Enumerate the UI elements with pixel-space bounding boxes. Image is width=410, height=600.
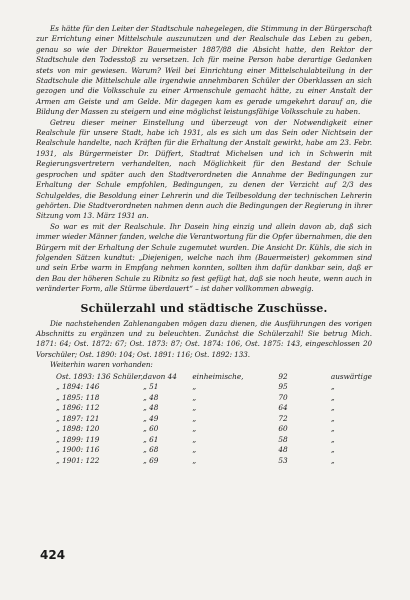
table-cell: „ 48: [143, 403, 159, 413]
table-cell: „: [330, 403, 335, 413]
table-cell: 53: [278, 455, 288, 465]
table-cell: „: [192, 382, 197, 392]
table-cell: „ 1899: 119: [56, 434, 100, 444]
table-cell: davon 44: [143, 371, 177, 381]
page-number: 424: [40, 548, 66, 562]
table-cell: 60: [278, 424, 288, 434]
table-cell: „ 1897: 121: [56, 413, 100, 423]
table-cell: „ 60: [143, 424, 159, 434]
table-cell: „: [330, 392, 335, 402]
table-cell: „: [330, 382, 335, 392]
table-cell: 95: [278, 382, 288, 392]
table-cell: „: [330, 455, 335, 465]
table-cell: „: [192, 424, 197, 434]
table-cell: „ 69: [143, 455, 159, 465]
table-cell: „ 49: [143, 413, 159, 423]
table-cell: „: [330, 445, 335, 455]
table-cell: „: [192, 434, 197, 444]
table-cell: „: [192, 403, 197, 413]
table-row: [56, 445, 372, 456]
table-cell: „: [330, 424, 335, 434]
table-cell: „: [192, 445, 197, 455]
table-cell: Ost. 1893: 136 Schüler,: [56, 371, 144, 381]
table-cell: „ 1901: 122: [56, 455, 100, 465]
table-cell: „ 68: [143, 445, 159, 455]
paragraph: Es hätte für den Leiter der Stadtschule nahegelegen, die Stimmung in der Bürgerschaft zur Errichtung einer Mittelschule auszunutzen und der Realschule das Leben zu geben, genau so wie der Direktor Bauermeister 1887/88 die Absicht hatte, den Rektor der Stadtschule den Todesstoß zu versetzen. Ich für meine Person habe derartige Gedanken stets von mir gewiesen. Warum? Weil bei Einrichtung einer Mittelschulabteilung in der Stadtschule die Mittelschule alle irgendwie annehmbaren Schüler der Oberklassen an sich gezogen und die Volksschule zu einer Armenschule gemacht hätte, zu einer Anstalt der Armen am Geiste und am Gelde. Mir dagegen kam es gerade umgekehrt darauf an, die Bildung der Massen zu steigern und eine möglichst leistungsfähige Volksschule zu haben.: [36, 24, 372, 117]
table-cell: „ 1900: 116: [56, 445, 100, 455]
table-cell: auswärtige: [330, 371, 372, 381]
student-count-table: [56, 372, 372, 467]
page-text-block: [36, 24, 372, 466]
section-paragraph: Die nachstehenden Zahlenangaben mögen dazu dienen, die Ausführungen des vorigen Abschnitts zu ergänzen und zu beleuchten. Zunächst die Schülerzahl! Sie betrug Mich. 1871: 64; Ost. 1872: 67; Ost. 1873: 87; Ost. 1874: 106, Ost. 1875: 143, eingeschlossen 20 Vorschüler; Ost. 1890: 104; Ost. 1891: 116; Ost. 1892: 133.: [36, 318, 372, 359]
table-cell: „ 61: [143, 434, 159, 444]
table-cell: 58: [278, 434, 288, 444]
table-cell: „ 1898: 120: [56, 424, 100, 434]
table-cell: 72: [278, 413, 288, 423]
table-row: [56, 403, 372, 414]
table-row: [56, 382, 372, 393]
table-row: [56, 424, 372, 435]
table-cell: „ 1896: 112: [56, 403, 100, 413]
table-cell: 64: [278, 403, 288, 413]
table-row: [56, 414, 372, 425]
paragraph: So war es mit der Realschule. Ihr Dasein hing einzig und allein davon ab, daß sich immer wieder Männer fanden, welche die Verantwortung für die Opfer übernahmen, die den Bürgern mit der Erhaltung der Schule zugemutet wurden. Die Ansicht Dr. Kühls, die sich in folgenden Sätzen kundtut: „Diejenigen, welche nach ihm (Bauermeister) gekommen sind und sein Erbe warm in Empfang nehmen konnten, sollten ihm dafür dankbar sein, daß er den Bau der höheren Schule zu Ribnitz so fest gefügt hat, daß sie noch heute, wenn auch in veränderter Form, alle Stürme überdauert“ – ist daher vollkommen abwegig.: [36, 221, 372, 294]
table-cell: „ 48: [143, 392, 159, 402]
table-cell: „: [330, 434, 335, 444]
section-heading: Schülerzahl und städtische Zuschüsse.: [80, 301, 328, 315]
table-cell: „: [330, 413, 335, 423]
table-cell: 70: [278, 392, 288, 402]
table-intro: Weiterhin waren vorhanden:: [50, 360, 153, 370]
table-cell: „: [192, 455, 197, 465]
table-cell: „: [192, 413, 197, 423]
table-row: [56, 393, 372, 404]
paragraph: Getreu dieser meiner Einstellung und überzeugt von der Notwendigkeit einer Realschule für unsere Stadt, habe ich 1931, als es sich um das Sein oder Nichtsein der Realschule handelte, nach Kräften für die Erhaltung der Anstalt gewirkt, habe am 23. Febr. 1931, als Bürgermeister Dr. Düffert, Stadtrat Michelsen und ich in Schwerin mit Regierungsvertretern verhandelten, nach Möglichkeit für den Bestand der Schule gesprochen und später auch den Stadtverordneten die Annahme der Bedingungen zur Erhaltung der Schule empfohlen, Bedingungen, zu denen der Verzicht auf 2/3 des Schulgeldes, die Besoldung einer Lehrerin und die Teilbesoldung der technischen Lehrerin gehörten. Die Stadtverordneten nahmen denn auch die Bedingungen der Regierung in ihrer Sitzung vom 13. März 1931 an.: [36, 117, 372, 221]
table-cell: einheimische,: [192, 371, 244, 381]
table-cell: „: [192, 392, 197, 402]
table-cell: 48: [278, 445, 288, 455]
table-cell: „ 51: [143, 382, 159, 392]
table-cell: „ 1894: 146: [56, 382, 100, 392]
table-cell: „ 1895: 118: [56, 392, 100, 402]
table-row: [56, 435, 372, 446]
table-row: [56, 456, 372, 467]
table-cell: 92: [278, 371, 288, 381]
table-row: [56, 372, 372, 383]
